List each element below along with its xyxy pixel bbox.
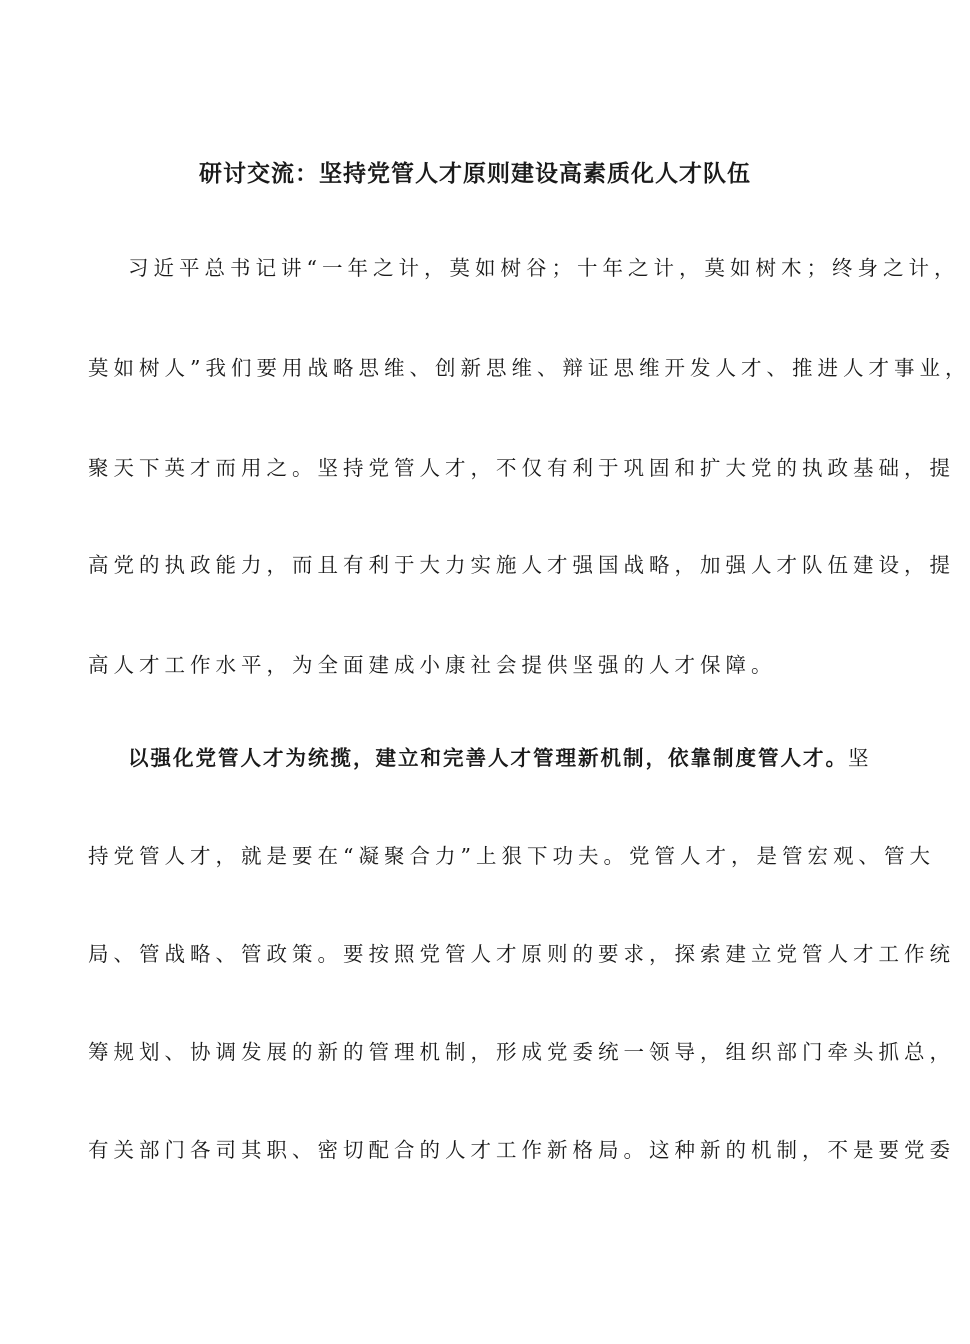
paragraph-line: 聚天下英才而用之。坚持党管人才，不仅有利于巩固和扩大党的执政基础，提 — [88, 456, 955, 480]
paragraph-line: 筹规划、协调发展的新的管理机制，形成党委统一领导，组织部门牵头抓总， — [88, 1040, 955, 1064]
paragraph-line: 高党的执政能力，而且有利于大力实施人才强国战略，加强人才队伍建设，提 — [88, 553, 955, 577]
paragraph-line: 有关部门各司其职、密切配合的人才工作新格局。这种新的机制，不是要党委 — [88, 1138, 955, 1162]
paragraph-heading: 以强化党管人才为统揽，建立和完善人才管理新机制，依靠制度管人才。 — [128, 746, 848, 770]
paragraph-line: 习近平总书记讲“一年之计，莫如树谷；十年之计，莫如树木；终身之计， — [128, 256, 960, 280]
paragraph-line: 莫如树人”我们要用战略思维、创新思维、辩证思维开发人才、推进人才事业， — [88, 356, 970, 380]
paragraph-heading-tail: 坚 — [848, 746, 874, 770]
document-title: 研讨交流：坚持党管人才原则建设高素质化人才队伍 — [199, 160, 751, 187]
paragraph-line: 高人才工作水平，为全面建成小康社会提供坚强的人才保障。 — [88, 653, 777, 677]
paragraph-line: 局、管战略、管政策。要按照党管人才原则的要求，探索建立党管人才工作统 — [88, 942, 955, 966]
paragraph-line: 持党管人才，就是要在“凝聚合力”上狠下功夫。党管人才，是管宏观、管大 — [88, 844, 935, 868]
paragraph-heading-line — [128, 742, 874, 774]
